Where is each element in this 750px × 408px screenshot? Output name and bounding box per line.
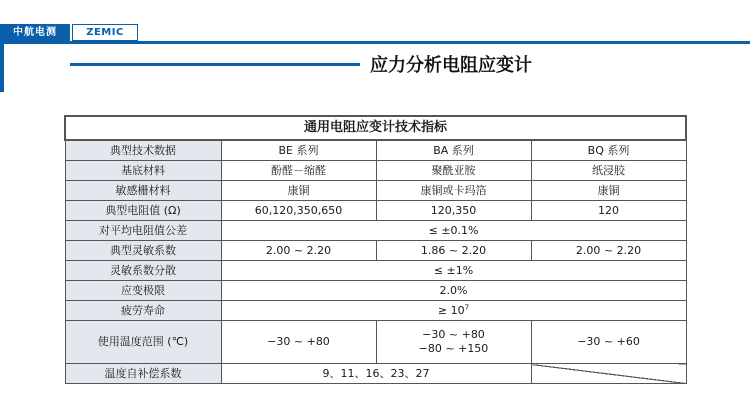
row-label: 典型灵敏系数 bbox=[65, 241, 221, 261]
brand-logo-en: ZEMIC bbox=[72, 24, 138, 41]
table-row bbox=[65, 261, 686, 281]
cell-ba-line1: −30 ~ +80 bbox=[422, 328, 485, 341]
left-accent-bar bbox=[0, 44, 4, 92]
table-caption-row bbox=[65, 116, 686, 140]
cell-ba: 康铜或卡玛箔 bbox=[376, 181, 531, 201]
table-row bbox=[65, 201, 686, 221]
fatigue-value: ≥ 10 bbox=[437, 303, 465, 317]
column-header-be: BE 系列 bbox=[221, 140, 376, 161]
cell-empty-diagonal bbox=[531, 364, 686, 384]
row-label: 灵敏系数分散 bbox=[65, 261, 221, 281]
row-label: 典型电阻值 (Ω) bbox=[65, 201, 221, 221]
cell-be: −30 ~ +80 bbox=[221, 321, 376, 364]
cell-ba: 120,350 bbox=[376, 201, 531, 221]
table-row bbox=[65, 161, 686, 181]
cell-merged: 2.0% bbox=[221, 281, 686, 301]
cell-merged: 9、11、16、23、27 bbox=[221, 364, 531, 384]
cell-bq: 120 bbox=[531, 201, 686, 221]
page-title: 应力分析电阻应变计 bbox=[370, 55, 532, 76]
cell-be: 康铜 bbox=[221, 181, 376, 201]
table-row bbox=[65, 364, 686, 384]
row-label: 对平均电阻值公差 bbox=[65, 221, 221, 241]
column-header-ba: BA 系列 bbox=[376, 140, 531, 161]
cell-ba bbox=[376, 321, 531, 364]
fatigue-exponent: 7 bbox=[464, 302, 470, 311]
column-header-spec: 典型技术数据 bbox=[65, 140, 221, 161]
cell-be: 酚醛－缩醛 bbox=[221, 161, 376, 181]
spec-table bbox=[64, 115, 687, 384]
cell-be: 60,120,350,650 bbox=[221, 201, 376, 221]
cell-bq: 2.00 ~ 2.20 bbox=[531, 241, 686, 261]
cell-bq: 纸浸胶 bbox=[531, 161, 686, 181]
cell-merged: ≤ ±1% bbox=[221, 261, 686, 281]
table-header-row bbox=[65, 140, 686, 161]
column-header-bq: BQ 系列 bbox=[531, 140, 686, 161]
cell-ba: 1.86 ~ 2.20 bbox=[376, 241, 531, 261]
cell-merged: ≤ ±0.1% bbox=[221, 221, 686, 241]
cell-ba: 聚酰亚胺 bbox=[376, 161, 531, 181]
row-label: 敏感栅材料 bbox=[65, 181, 221, 201]
row-label: 应变极限 bbox=[65, 281, 221, 301]
row-label: 基底材料 bbox=[65, 161, 221, 181]
title-underline bbox=[70, 63, 360, 66]
cell-bq: −30 ~ +60 bbox=[531, 321, 686, 364]
table-row bbox=[65, 181, 686, 201]
brand-logo-cn: 中航电测 bbox=[0, 24, 70, 41]
table-row bbox=[65, 221, 686, 241]
row-label: 疲劳寿命 bbox=[65, 301, 221, 321]
table-row bbox=[65, 301, 686, 321]
row-label: 温度自补偿系数 bbox=[65, 364, 221, 384]
cell-ba-line2: −80 ~ +150 bbox=[418, 342, 489, 355]
table-row bbox=[65, 281, 686, 301]
row-label: 使用温度范围 (℃) bbox=[65, 321, 221, 364]
cell-bq: 康铜 bbox=[531, 181, 686, 201]
cell-merged bbox=[221, 301, 686, 321]
header-bar bbox=[0, 24, 750, 44]
cell-be: 2.00 ~ 2.20 bbox=[221, 241, 376, 261]
table-row bbox=[65, 321, 686, 364]
table-row bbox=[65, 241, 686, 261]
table-caption: 通用电阻应变计技术指标 bbox=[65, 116, 686, 140]
